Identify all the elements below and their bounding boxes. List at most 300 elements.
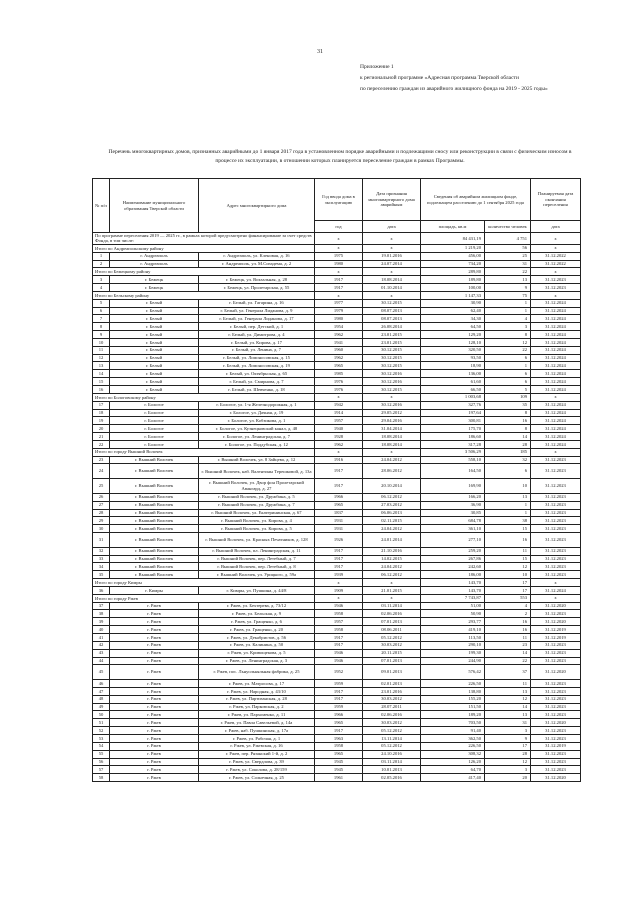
cell-plan: 31.12.2023 <box>531 657 581 665</box>
page-number: 31 <box>317 49 323 55</box>
cell-date: 20.10.2014 <box>363 479 421 494</box>
cell-area: 277,10 <box>421 533 485 548</box>
cell-municipality: г. Вышний Волочек <box>110 555 199 563</box>
cell-year: 1917 <box>315 687 363 695</box>
cell-municipality: г. Ржев <box>110 734 199 742</box>
table-row <box>93 618 581 626</box>
cell-municipality: г. Вышний Волочек <box>110 547 199 555</box>
cell-plan: 31.12.2024 <box>531 425 581 433</box>
cell-area: 1 147,33 <box>421 291 485 299</box>
table-row <box>93 370 581 378</box>
cell-count: 3 <box>485 766 531 774</box>
subtotal-label: Итого по Бежецкому району <box>93 268 315 276</box>
cell-year: 1958 <box>315 626 363 634</box>
cell-year: 1965 <box>315 719 363 727</box>
cell-no: 10 <box>93 338 110 346</box>
table-row <box>93 386 581 394</box>
cell-date: х <box>363 233 421 245</box>
cell-area: 100,00 <box>421 284 485 292</box>
cell-no: 44 <box>93 657 110 665</box>
cell-date: х <box>363 448 421 456</box>
cell-area: 64,50 <box>421 323 485 331</box>
cell-plan: 31.12.2023 <box>531 533 581 548</box>
cell-no: 26 <box>93 493 110 501</box>
cell-date: 24.10.2016 <box>363 750 421 758</box>
cell-municipality: г. Вышний Волочек <box>110 509 199 517</box>
cell-no: 39 <box>93 618 110 626</box>
cell-municipality: г. Белый <box>110 331 199 339</box>
cell-count: 1 <box>485 362 531 370</box>
cell-year: 1917 <box>315 695 363 703</box>
cell-no: 22 <box>93 440 110 448</box>
cell-plan: 31.12.2019 <box>531 626 581 634</box>
cell-count: 16 <box>485 417 531 425</box>
cell-no: 13 <box>93 362 110 370</box>
table-row <box>93 493 581 501</box>
cell-count: 6 <box>485 378 531 386</box>
cell-municipality: г. Вышний Волочек <box>110 517 199 525</box>
cell-area: 189,80 <box>421 276 485 284</box>
cell-count: 109 <box>485 393 531 401</box>
cell-date: 29.05.2012 <box>363 409 421 417</box>
cell-year: 1976 <box>315 386 363 394</box>
table-row <box>93 517 581 525</box>
cell-count: 3 <box>485 727 531 735</box>
cell-municipality: г. Ржев <box>110 695 199 703</box>
table-row <box>93 252 581 260</box>
cell-plan: 31.12.2023 <box>531 695 581 703</box>
cell-date: 10.01.2013 <box>363 766 421 774</box>
cell-plan: 31.12.2023 <box>531 750 581 758</box>
cell-area: 293,77 <box>421 618 485 626</box>
table-row <box>93 695 581 703</box>
cell-no: 52 <box>93 727 110 735</box>
cell-no: 4 <box>93 284 110 292</box>
cell-count: 17 <box>485 579 531 587</box>
cell-municipality: г. Белый <box>110 346 199 354</box>
cell-no: 30 <box>93 525 110 533</box>
cell-count: 28 <box>485 440 531 448</box>
cell-plan: 31.12.2023 <box>531 479 581 494</box>
cell-no: 58 <box>93 774 110 782</box>
cell-area: 558,10 <box>421 456 485 464</box>
cell-area: 143,70 <box>421 579 485 587</box>
cell-count: 15 <box>485 525 531 533</box>
cell-date: 31.04.2014 <box>363 425 421 433</box>
cell-no: 43 <box>93 649 110 657</box>
cell-plan: х <box>531 268 581 276</box>
cell-municipality: г. Белый <box>110 338 199 346</box>
cell-date: 08.07.2013 <box>363 315 421 323</box>
cell-municipality: г. Ржев <box>110 641 199 649</box>
cell-year: 1917 <box>315 276 363 284</box>
cell-plan: х <box>531 291 581 299</box>
cell-plan: 31.12.2023 <box>531 711 581 719</box>
cell-count: 25 <box>485 252 531 260</box>
cell-address: г. Ржев, ул. Калинина, д. 50 <box>199 641 315 649</box>
cell-area: 734,20 <box>421 260 485 268</box>
cell-count: 13 <box>485 687 531 695</box>
cell-year: 1980 <box>315 260 363 268</box>
unit-date: дата <box>363 221 421 233</box>
cell-area: 18,90 <box>421 362 485 370</box>
cell-address: г. Вышний Волочек, ул. Дружбина, д. 7 <box>199 501 315 509</box>
cell-date: 06.12.2012 <box>363 571 421 579</box>
cell-date: 21.10.2016 <box>363 547 421 555</box>
cell-year: 1962 <box>315 331 363 339</box>
cell-area: 126,20 <box>421 758 485 766</box>
col-header-no: № п/п <box>93 179 110 233</box>
cell-municipality: г. Бологое <box>110 433 199 441</box>
cell-plan: 31.12.2023 <box>531 276 581 284</box>
cell-address: г. Белый, ул. Шевченко, д. 18 <box>199 386 315 394</box>
cell-area: 1 219,20 <box>421 244 485 252</box>
cell-date: х <box>363 291 421 299</box>
cell-year: 1939 <box>315 571 363 579</box>
cell-area: 300,81 <box>421 417 485 425</box>
table-row <box>93 665 581 680</box>
cell-date: х <box>363 579 421 587</box>
cell-municipality: г. Ржев <box>110 657 199 665</box>
cell-year: 1952 <box>315 665 363 680</box>
cell-area: 327,76 <box>421 401 485 409</box>
cell-year: 1945 <box>315 758 363 766</box>
cell-no: 18 <box>93 409 110 417</box>
cell-address: г. Ржев, ул. Народная, д. 43/10 <box>199 687 315 695</box>
cell-municipality: г. Вышний Волочек <box>110 493 199 501</box>
subtotal-row <box>93 594 581 602</box>
cell-municipality: г. Ржев <box>110 634 199 642</box>
table-row <box>93 533 581 548</box>
cell-date: 30.03.2012 <box>363 641 421 649</box>
cell-plan: 31.12.2024 <box>531 323 581 331</box>
cell-area: 242,60 <box>421 563 485 571</box>
cell-date: 07.01.2013 <box>363 657 421 665</box>
cell-plan: 31.12.2024 <box>531 409 581 417</box>
table-row <box>93 719 581 727</box>
cell-address: г. Вышний Волочек, ул. Екатерининская, д. 67 <box>199 509 315 517</box>
cell-area: 66,50 <box>421 386 485 394</box>
cell-count: 31 <box>485 260 531 268</box>
cell-date: 02.06.2016 <box>363 711 421 719</box>
cell-count: 553 <box>485 594 531 602</box>
cell-plan: 31.12.2023 <box>531 547 581 555</box>
cell-year: х <box>315 393 363 401</box>
table-row <box>93 750 581 758</box>
cell-municipality: г. Андреаполь <box>110 252 199 260</box>
cell-date: 21.01.2015 <box>363 586 421 594</box>
cell-date: 30.03.2012 <box>363 719 421 727</box>
cell-area: 7 743,87 <box>421 594 485 602</box>
cell-no: 17 <box>93 401 110 409</box>
cell-count: 14 <box>485 433 531 441</box>
unit-plan-date: дата <box>531 221 581 233</box>
cell-date: 05.12.2012 <box>363 634 421 642</box>
cell-date: 27.03.2012 <box>363 501 421 509</box>
cell-address: г. Ржев, ул. Парковская, д. 2 <box>199 703 315 711</box>
cell-address: г. Бежецк, ул. Вокзальная, д. 28 <box>199 276 315 284</box>
cell-area: 259,20 <box>421 547 485 555</box>
cell-year: 1917 <box>315 634 363 642</box>
cell-count: 2 <box>485 610 531 618</box>
cell-plan: х <box>531 594 581 602</box>
cell-no: 27 <box>93 501 110 509</box>
cell-plan: 31.12.2024 <box>531 386 581 394</box>
cell-date: 02.01.2013 <box>363 680 421 688</box>
cell-area: 51,00 <box>421 602 485 610</box>
cell-address: г. Бологое, ул. Кузнецковский канал, д. 48 <box>199 425 315 433</box>
cell-date: 30.12.2015 <box>363 346 421 354</box>
cell-address: г. Бологое, ул. Кобзикова, д. 1 <box>199 417 315 425</box>
table-row <box>93 509 581 517</box>
cell-no: 24 <box>93 464 110 479</box>
cell-no: 54 <box>93 742 110 750</box>
table-row <box>93 641 581 649</box>
cell-year: 1931 <box>315 525 363 533</box>
subtotal-label: По программе переселения 2019 — 2025 гг., в рамках которой предусмотрено финансирование за счет средств Фонда, в том числе: <box>93 233 315 245</box>
cell-address: г. Бологое, ул. 1-я Железнодорожная, д. 1 <box>199 401 315 409</box>
cell-date: 30.12.2016 <box>363 378 421 386</box>
cell-municipality: г. Бологое <box>110 417 199 425</box>
cell-municipality: г. Белый <box>110 378 199 386</box>
cell-year: х <box>315 268 363 276</box>
cell-municipality: г. Кимры <box>110 586 199 594</box>
cell-year: 1960 <box>315 346 363 354</box>
cell-area: 34,30 <box>421 315 485 323</box>
cell-plan: 31.12.2020 <box>531 602 581 610</box>
table-row <box>93 307 581 315</box>
cell-municipality: г. Ржев <box>110 602 199 610</box>
cell-area: 62,40 <box>421 307 485 315</box>
cell-date: 19.01.2016 <box>363 252 421 260</box>
cell-year: 1962 <box>315 354 363 362</box>
cell-year: х <box>315 244 363 252</box>
cell-area: 186,00 <box>421 571 485 579</box>
cell-address: г. Вышний Волочек, ул. Двор фон Пролетарский Авангард, д. 27 <box>199 479 315 494</box>
cell-address: г. Вышний Волочек, ул. 8 Зайцева, д. 12 <box>199 456 315 464</box>
table-row <box>93 586 581 594</box>
cell-address: г. Ржев, ул. Бехтерева, д. 73/12 <box>199 602 315 610</box>
cell-year: 1917 <box>315 284 363 292</box>
cell-plan: 31.12.2024 <box>531 346 581 354</box>
cell-plan: 31.12.2020 <box>531 665 581 680</box>
cell-municipality: г. Ржев <box>110 711 199 719</box>
table-row <box>93 440 581 448</box>
cell-plan: 31.12.2023 <box>531 649 581 657</box>
cell-year: 1916 <box>315 456 363 464</box>
cell-count: 6 <box>485 354 531 362</box>
cell-count: 11 <box>485 547 531 555</box>
cell-plan: 31.12.2024 <box>531 440 581 448</box>
table-row <box>93 758 581 766</box>
cell-date: 02.05.2016 <box>363 774 421 782</box>
cell-area: 155,20 <box>421 695 485 703</box>
cell-plan: 31.12.2024 <box>531 354 581 362</box>
cell-municipality: г. Ржев <box>110 719 199 727</box>
cell-area: 186,60 <box>421 433 485 441</box>
cell-year: 1958 <box>315 742 363 750</box>
cell-no: 57 <box>93 766 110 774</box>
cell-no: 50 <box>93 711 110 719</box>
cell-count: 4 <box>485 315 531 323</box>
cell-count: 10 <box>485 479 531 494</box>
cell-municipality: г. Ржев <box>110 665 199 680</box>
cell-date: 03.11.2014 <box>363 602 421 610</box>
cell-area: 703,50 <box>421 719 485 727</box>
cell-no: 11 <box>93 346 110 354</box>
cell-year: 1980 <box>315 315 363 323</box>
cell-count: 28 <box>485 750 531 758</box>
cell-municipality: г. Вышний Волочек <box>110 571 199 579</box>
table-row <box>93 315 581 323</box>
cell-year: 1917 <box>315 555 363 563</box>
cell-area: 3 506,29 <box>421 448 485 456</box>
cell-year: х <box>315 291 363 299</box>
cell-year: х <box>315 594 363 602</box>
cell-plan: 31.12.2023 <box>531 509 581 517</box>
cell-municipality: г. Белый <box>110 362 199 370</box>
cell-area: 189,20 <box>421 711 485 719</box>
table-row <box>93 657 581 665</box>
cell-count: 5 <box>485 386 531 394</box>
cell-plan: 31.12.2023 <box>531 517 581 525</box>
cell-count: 14 <box>485 649 531 657</box>
table-row <box>93 727 581 735</box>
cell-area: 317,28 <box>421 440 485 448</box>
cell-count: 37 <box>485 665 531 680</box>
cell-year: 1957 <box>315 417 363 425</box>
cell-year: 1917 <box>315 563 363 571</box>
cell-plan: 31.12.2023 <box>531 464 581 479</box>
cell-area: 197,64 <box>421 409 485 417</box>
cell-address: г. Ржев, ул. Соколова, д. 28/159 <box>199 766 315 774</box>
cell-municipality: г. Белый <box>110 386 199 394</box>
unit-year: год <box>315 221 363 233</box>
cell-year: 1946 <box>315 657 363 665</box>
table-row <box>93 362 581 370</box>
cell-year: 1926 <box>315 533 363 548</box>
cell-date: 02.11.2015 <box>363 517 421 525</box>
cell-municipality: г. Бежецк <box>110 284 199 292</box>
table-row <box>93 563 581 571</box>
cell-count: 12 <box>485 758 531 766</box>
cell-area: 362,50 <box>421 734 485 742</box>
subtotal-label: Итого по городу Кимры <box>93 579 315 587</box>
cell-count: 12 <box>485 563 531 571</box>
subtotal-label: Итого по городу Вышний Волочек <box>93 448 315 456</box>
cell-date: х <box>363 268 421 276</box>
cell-count: 3 <box>485 323 531 331</box>
cell-address: г. Кимры, ул. Пушкина, д. 44/8 <box>199 586 315 594</box>
cell-count: 1 <box>485 307 531 315</box>
cell-count: 12 <box>485 695 531 703</box>
cell-plan: 31.12.2022 <box>531 260 581 268</box>
cell-plan: 31.12.2024 <box>531 331 581 339</box>
cell-count: 185 <box>485 448 531 456</box>
cell-area: 84 431,19 <box>421 233 485 245</box>
cell-address: г. Белый, ул. Ленина, д. 7 <box>199 346 315 354</box>
cell-no: 46 <box>93 680 110 688</box>
cell-date: 06.06.2013 <box>363 509 421 517</box>
cell-area: 417,40 <box>421 774 485 782</box>
cell-year: 1837 <box>315 509 363 517</box>
cell-address: г. Ржев, наб. Пушкинская, д. 17а <box>199 727 315 735</box>
table-row <box>93 464 581 479</box>
cell-no: 2 <box>93 260 110 268</box>
cell-count: 8 <box>485 425 531 433</box>
cell-address: г. Бежецк, ул. Пролетарская, д. 55 <box>199 284 315 292</box>
cell-year: 1959 <box>315 680 363 688</box>
cell-plan: 31.12.2024 <box>531 401 581 409</box>
cell-year: 1979 <box>315 307 363 315</box>
cell-area: 308,32 <box>421 750 485 758</box>
appendix-line: по переселению граждан из аварийного жилищного фонда на 2019 - 2025 годы» <box>360 86 548 92</box>
cell-area: 456,00 <box>421 252 485 260</box>
cell-no: 36 <box>93 586 110 594</box>
cell-plan: 31.12.2024 <box>531 586 581 594</box>
cell-address: г. Белый, пер. Детский, д. 1 <box>199 323 315 331</box>
cell-area: 143,70 <box>421 586 485 594</box>
cell-year: 1928 <box>315 433 363 441</box>
cell-municipality: г. Ржев <box>110 774 199 782</box>
cell-area: 244,90 <box>421 657 485 665</box>
cell-count: 20 <box>485 774 531 782</box>
cell-count: 8 <box>485 409 531 417</box>
cell-date: 13.11.2014 <box>363 734 421 742</box>
cell-date: 05.12.2012 <box>363 727 421 735</box>
col-header-date: Дата признания многоквартирного дома аварийным <box>363 179 421 221</box>
table-row <box>93 766 581 774</box>
cell-address: г. Ржев, ул. Павла Савельевой, д. 14а <box>199 719 315 727</box>
cell-area: 1 003,68 <box>421 393 485 401</box>
cell-area: 36,90 <box>421 501 485 509</box>
cell-year: 1941 <box>315 338 363 346</box>
cell-plan: 31.12.2023 <box>531 571 581 579</box>
cell-municipality: г. Вышний Волочек <box>110 479 199 494</box>
cell-plan: 31.12.2022 <box>531 252 581 260</box>
table-row <box>93 338 581 346</box>
cell-year: 1965 <box>315 362 363 370</box>
cell-municipality: г. Белый <box>110 307 199 315</box>
cell-count: 6 <box>485 370 531 378</box>
cell-year: 1940 <box>315 425 363 433</box>
cell-address: г. Вышний Волочек, пл. Ленинградская, д. 11 <box>199 547 315 555</box>
cell-address: г. Ржев, ул. Кривощекова, д. 5 <box>199 649 315 657</box>
cell-address: г. Ржев, ул. Бельская, д. 9 <box>199 610 315 618</box>
subtotal-row <box>93 244 581 252</box>
cell-municipality: г. Белый <box>110 354 199 362</box>
cell-address: г. Бологое, ул. Дачная, д. 19 <box>199 409 315 417</box>
cell-date: 28.06.2012 <box>363 464 421 479</box>
cell-municipality: г. Белый <box>110 315 199 323</box>
cell-municipality: г. Андреаполь <box>110 260 199 268</box>
cell-date: 18.08.2014 <box>363 276 421 284</box>
cell-no: 9 <box>93 331 110 339</box>
cell-no: 53 <box>93 734 110 742</box>
table-row <box>93 687 581 695</box>
cell-year: 1946 <box>315 649 363 657</box>
subtotal-label: Итого по Бельскому району <box>93 291 315 299</box>
cell-count: 23 <box>485 641 531 649</box>
cell-address: г. Белый, ул. Димитрова, д. 4 <box>199 331 315 339</box>
cell-municipality: г. Вышний Волочек <box>110 501 199 509</box>
cell-year: 1942 <box>315 401 363 409</box>
table-row <box>93 711 581 719</box>
houses-table <box>92 178 581 782</box>
cell-area: 290,10 <box>421 641 485 649</box>
cell-year: 1917 <box>315 479 363 494</box>
cell-plan: 31.12.2024 <box>531 370 581 378</box>
